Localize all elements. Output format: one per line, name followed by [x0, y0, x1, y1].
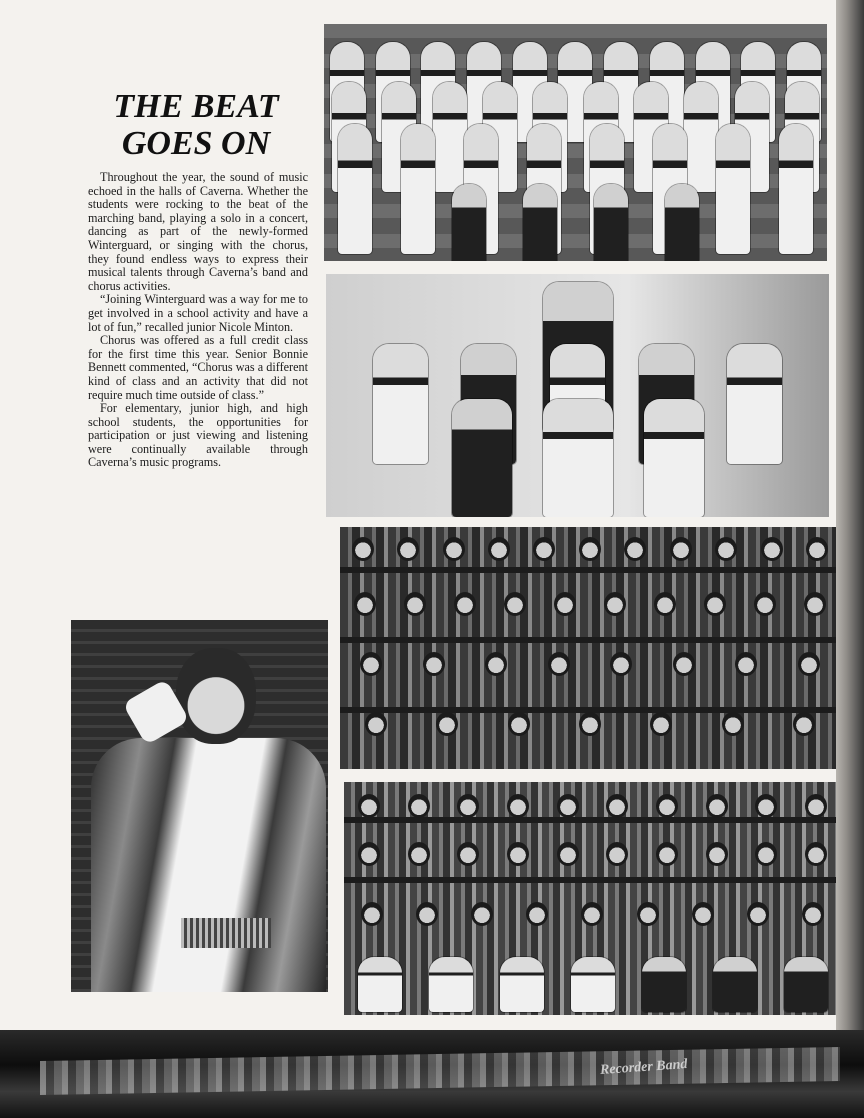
recorder-band-caption: Recorder Band — [599, 1056, 688, 1079]
article-paragraph: For elementary, junior high, and high school students, the opportunities for participation or just viewing and listening were continually available through Caverna’s music programs. — [88, 401, 308, 470]
recorder-band-photo — [344, 782, 841, 1015]
page-title — [86, 88, 306, 162]
article-paragraph: “Joining Winterguard was a way for me to get involved in a school activity and have a lot of fun,” recalled junior Nicole Minton. — [88, 292, 308, 334]
winterguard-photo — [326, 274, 829, 517]
article-paragraph: Chorus was offered as a full credit class for the first time this year. Senior Bonnie Bennett commented, “Chorus was a different kind of class and an activity that did not require much time outside of class.” — [88, 333, 308, 402]
title-line-2: GOES ON — [121, 125, 271, 162]
soloist-figure — [91, 628, 311, 992]
junior-band-photo — [340, 527, 840, 769]
winterguard-soloist-photo — [71, 620, 328, 992]
page-edge — [836, 0, 864, 1030]
marching-band-photo — [324, 24, 827, 261]
article-body — [88, 171, 308, 470]
facing-page-strip — [0, 1030, 864, 1118]
title-line-1: THE BEAT — [113, 88, 279, 125]
article-paragraph: Throughout the year, the sound of music echoed in the halls of Caverna. Whether the students were rocking to the beat of the marching band, playing a solo in a concert, dancing as part of the newly-formed Winterguard, or singing with the chorus, they found endless ways to express their musical talents through Caverna’s band and chorus activities. — [88, 170, 308, 293]
